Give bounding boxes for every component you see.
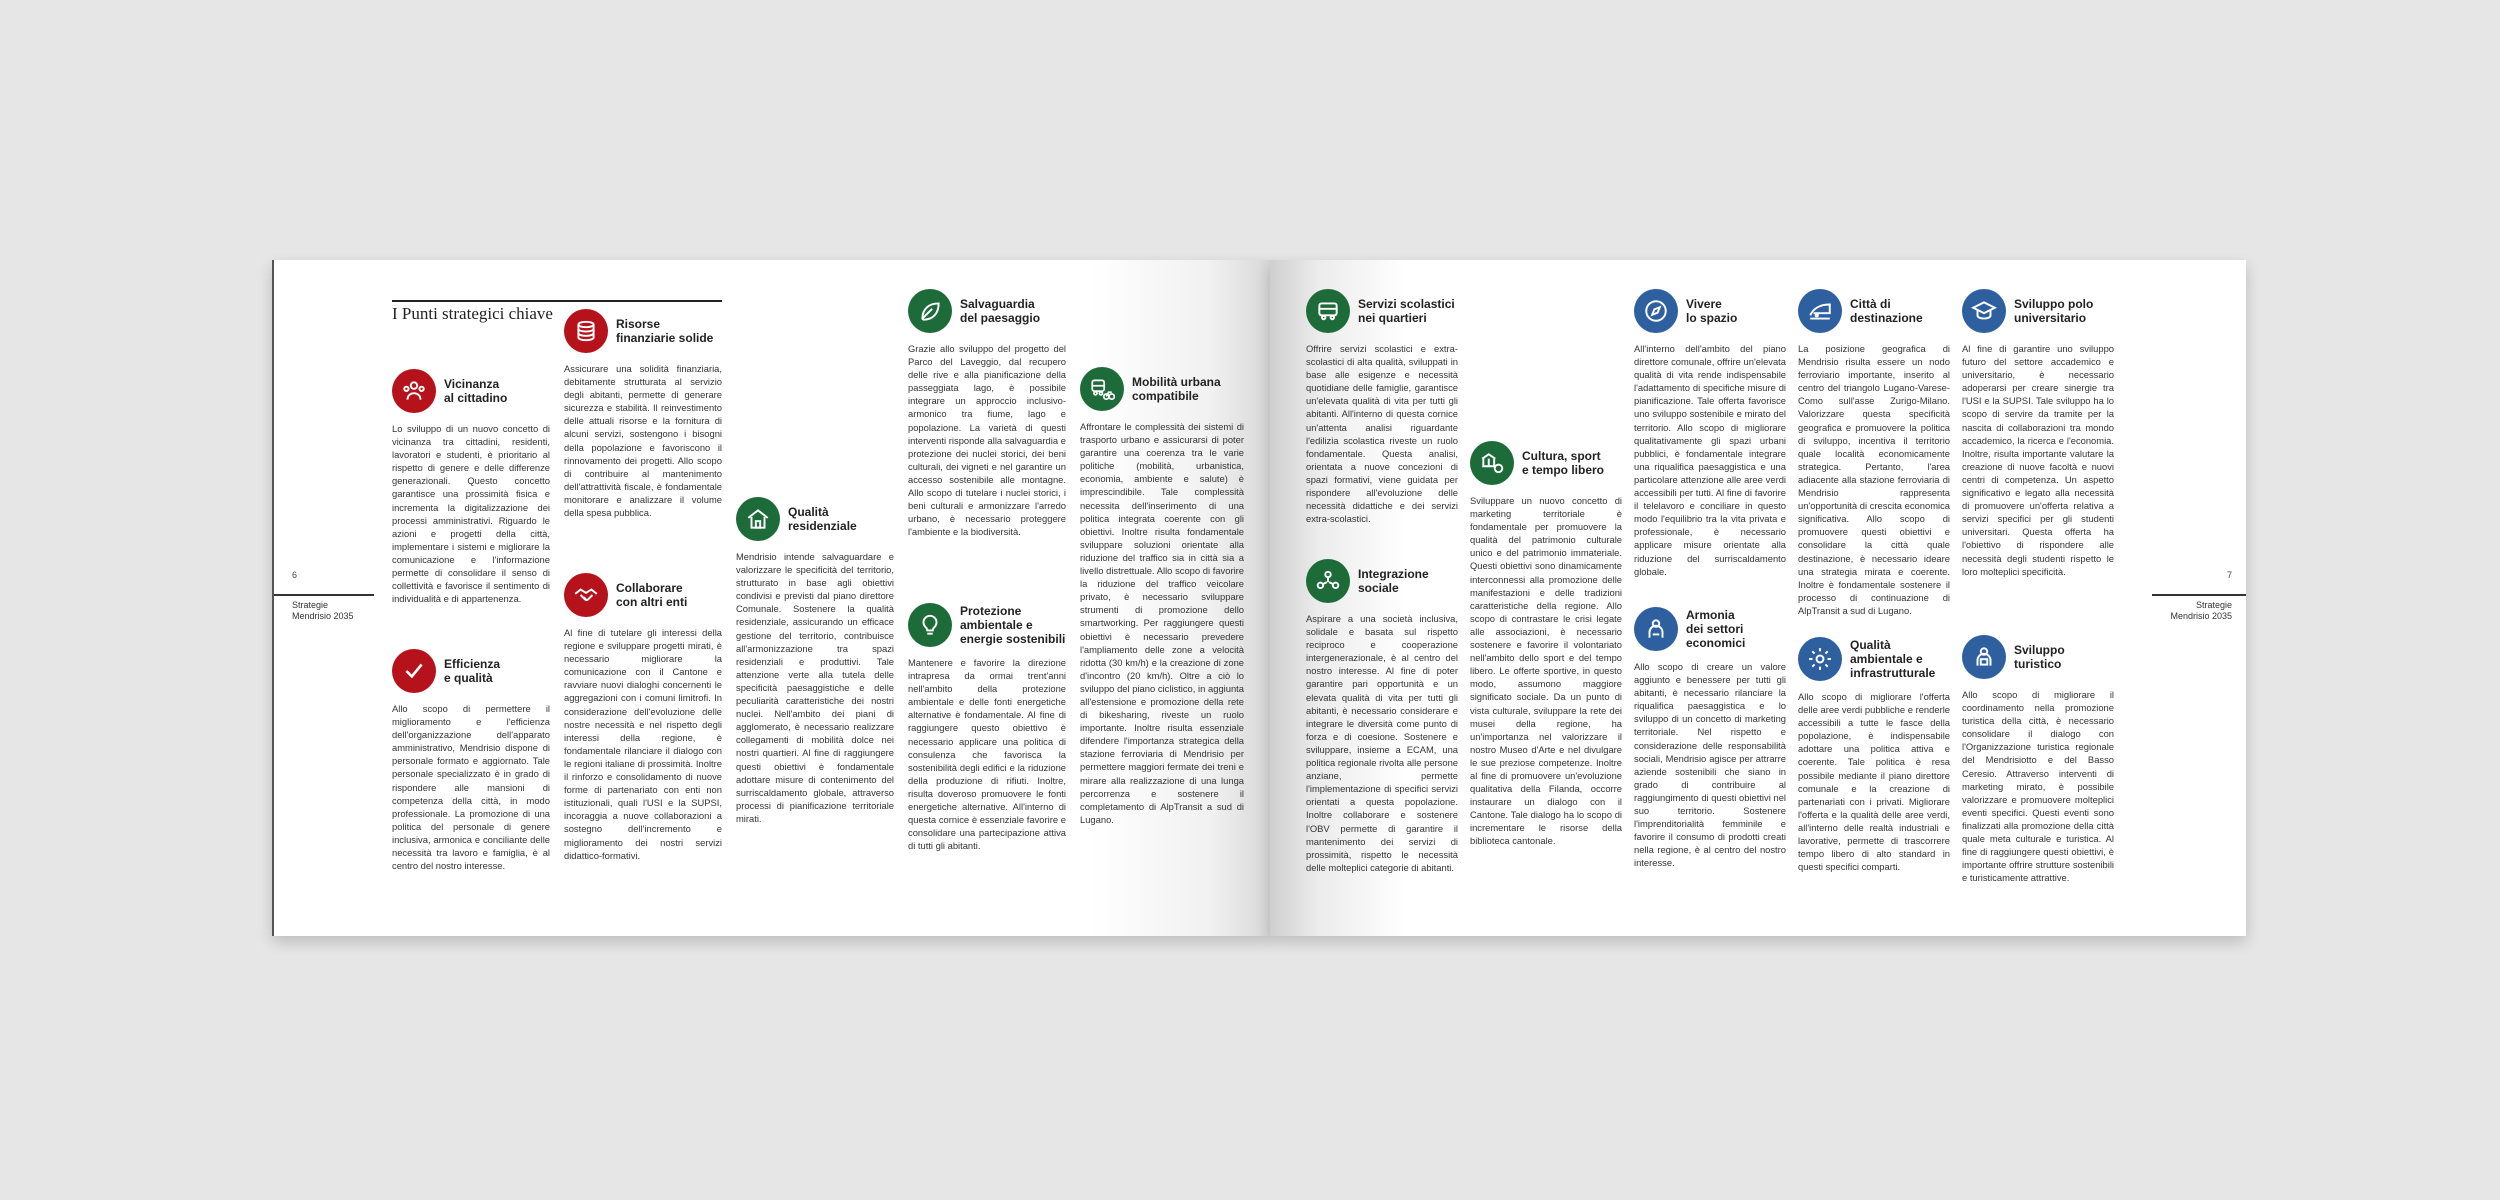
left-page — [272, 260, 1270, 936]
economy-icon — [1634, 607, 1678, 651]
section-cultura — [1470, 440, 1622, 904]
section-title: Collaborare con altri enti — [616, 581, 688, 609]
section-header — [1470, 440, 1622, 486]
section-header — [1962, 288, 2114, 334]
section-mobilita — [1080, 366, 1244, 896]
section-header — [1962, 634, 2114, 680]
section-collaborare — [564, 572, 722, 902]
section-protezione — [908, 602, 1066, 902]
section-text: Al fine di tutelare gli interessi della regione e sviluppare progetti mirati, è necessario migliorare la comunicazione con il Cantone e ravviare nuovi dialoghi concernenti le aggregazioni con i comuni limitrofi. In considerazione dell'evoluzione delle nostre necessità e nel rispetto degli interessi della regione, è fondamentale rilanciare il dialogo con le regioni italiane di prossimità. Inoltre il rinforzo e consolidamento di nuove forme di partenariato con enti non istituzionali, quali l'USI e la SUPSI, incoraggia a nuove collaborazioni a sostegno dell'incremento e miglioramento dei nostri servizi didattico-formativi. — [564, 627, 722, 861]
coins-icon — [564, 309, 608, 353]
section-efficienza — [392, 648, 550, 898]
right-page — [1270, 260, 2246, 936]
section-header — [1634, 288, 1786, 334]
section-text: Aspirare a una società inclusiva, solidale e basata sul rispetto reciproco e cooperazione intergenerazionale, è al centro del nostro interesse. Al fine di poter garantire pari opportunità e un elevata qualità di vita per tutti gli abitanti, è necessario considerare e integrare le diversità come punto di forza e di coesione. Sostenere e sviluppare, insieme a ECAM, una politica regionale rivolta alle persone anziane, permette l'implementazione di specifici servizi orientati a questa popolazione. Inoltre collaborare e sostenere l'OBV permette di garantire il mantenimento dei servizi di prossimità, rispetto le necessità delle molteplici categorie di abitanti. — [1306, 613, 1458, 873]
section-header — [392, 648, 550, 694]
section-polo-universitario — [1962, 288, 2114, 618]
section-title: Efficienza e qualità — [444, 657, 501, 685]
section-header — [908, 288, 1066, 334]
train-icon — [1798, 289, 1842, 333]
section-integrazione — [1306, 558, 1458, 904]
section-text: Allo scopo di migliorare il coordinamento nella promozione turistica della città, è necessario consolidare il dialogo con l'Organizzazione turistica regionale del Mendrisiotto e del Basso Ceresio. Attraverso interventi di marketing mirato, è possibile valorizzare e promuovere molteplici eventi specifici. Questi eventi sono finalizzati alla promozione della città quale meta culturale e turistica. Al fine di raggiungere questi obiettivi, è importante offrire strutture sostenibili e turisticamente attrattive. — [1962, 689, 2114, 884]
lightbulb-icon — [908, 603, 952, 647]
section-text: All'interno dell'ambito del piano direttore comunale, offrire un'elevata qualità di vita rende indispensabile l'adattamento di specifiche misure di pianificazione. Tale offerta favorisce uno sviluppo sostenibile e mirato del territorio. Allo scopo di migliorare qualitativamente gli spazi urbani pubblici, è fondamentale integrare una riqualifica paesaggistica e una particolare attenzione alle aree verdi accessibili per tutti. Al fine di favorire il telelavoro e conciliare in questo modo l'equilibrio tra la vita privata e professionale, è necessario applicare misure orientate alla riduzione del surriscaldamento globale. — [1634, 343, 1786, 577]
section-sviluppo-turistico — [1962, 634, 2114, 904]
section-salvaguardia — [908, 288, 1066, 566]
section-qualita-ambientale — [1798, 636, 1950, 904]
section-header — [1080, 366, 1244, 412]
section-text: Sviluppare un nuovo concetto di marketing territoriale è fondamentale per promuovere la qualità del patrimonio culturale unico e del patrimonio immateriale. Questi obiettivi sono dinamicamente interconnessi alla promozione delle manifestazioni e delle tradizioni caratteristiche della regione. Allo scopo di contrastare le crisi legate alle associazioni, è necessario sostenere e favorire il volontariato nell'ambito dello sport e del tempo libero. Le offerte sportive, in questo modo, assumono maggiore significato sociale. Da un punto di vista culturale, sviluppare la rete dei musei della regione, ha un'importanza nel valorizzare il nostro Museo d'Arte e nel divulgare le sue preziose competenze. Inoltre al fine di promuovere un'evoluzione qualitativa della Filanda, occorre instaurare un dialogo con il Cantone. Tale dialogo ha lo scopo di incrementare le risorse della biblioteca cantonale. — [1470, 495, 1622, 847]
section-text: Mantenere e favorire la direzione intrapresa da ormai trent'anni nell'ambito della protezione ambientale e delle fonti energetiche alternative è fondamentale. Al fine di raggiungere questo obiettivo è necessario applicare una politica di consulenza che favorisca la sostenibilità degli edifici e la riduzione della produzione di rifiuti. Inoltre, risulta doveroso promuovere le fonti energetiche alternative. All'interno di questa cornice è essenziale favorire e consolidare una partecipazione attiva di tutti gli abitanti. — [908, 657, 1066, 852]
section-title: Vivere lo spazio — [1686, 297, 1738, 325]
section-qualita-residenziale — [736, 496, 894, 902]
section-title: Integrazione sociale — [1358, 567, 1429, 595]
bus-bicycle-icon — [1080, 367, 1124, 411]
section-text: Grazie allo sviluppo del progetto del Parco del Laveggio, dal recupero delle rive e alla pianificazione della passeggiata lago, è possibile integrare un approccio inclusivo-armonico tra fiume, lago e popolazione. La varietà di questi interventi risponde alla salvaguardia e protezione dei nuclei storici, dei beni culturali, dei vigneti e nel garantire un accesso sostenibile alle montagne. Allo scopo di tutelare i nuclei storici, i beni culturali e armonizzare l'arredo urbano, è necessario proteggere l'ambiente e la biodiversità. — [908, 343, 1066, 538]
page-footer: Strategie Mendrisio 2035 — [2170, 600, 2232, 621]
section-vivere-spazio — [1634, 288, 1786, 594]
checkmark-icon — [392, 649, 436, 693]
section-title: Qualità residenziale — [788, 505, 857, 533]
section-text: Al fine di garantire uno sviluppo futuro del settore accademico e universitario, è necessario adoperarsi per creare sinergie tra l'USI e la SUPSI. Tale sviluppo ha lo scopo di servire da tramite per la nascita di collaborazioni tra mondo accademico, la ricerca e l'economia. Inoltre, risulta importante valutare la creazione di nuove facoltà e nuovi centri di competenza. Un aspetto significativo e legato alla necessità di promuovere un'offerta relativa a servizi specifici per gli studenti universitari. Questa offerta ha l'obiettivo di rispondere alle necessità degli studenti rispetto le loro molteplici specificità. — [1962, 343, 2114, 577]
section-title: Sviluppo polo universitario — [2014, 297, 2094, 325]
gear-icon — [1798, 637, 1842, 681]
section-text: La posizione geografica di Mendrisio risulta essere un nodo ferroviario importante, inserito al centro del triangolo Lugano-Varese-Como sull'asse Zurigo-Milano. Valorizzare questa specificità geografica e promuovere la politica di sviluppo, incentiva il territorio quale località economicamente strategica. Pertanto, l'area adiacente alla stazione ferroviaria di Mendrisio rappresenta un'opportunità di crescita economica significativa. Allo scopo di promuovere questi obiettivi e consolidare la città quale destinazione, è necessario ideare una strategia mirata e coerente. Inoltre è fondamentale sostenere il processo di continuazione di AlpTransit a sud di Lugano. — [1798, 343, 1950, 616]
school-bus-icon — [1306, 289, 1350, 333]
footer-rule — [2152, 594, 2246, 596]
section-title: Città di destinazione — [1850, 297, 1923, 325]
section-header — [736, 496, 894, 542]
section-text: Allo scopo di creare un valore aggiunto e benessere per tutti gli abitanti, è necessario rilanciare la riqualifica paesaggistica e lo sviluppo di un concetto di marketing territoriale. Nel rispetto e considerazione delle responsabilità sociali, Mendrisio agisce per attrarre aziende sostenibili che siano in grado di contribuire al raggiungimento di questi obiettivi nel suo territorio. Sostenere l'imprenditorialità femminile e favorire il consumo di prodotti creati nella regione, è al centro del nostro interesse. — [1634, 661, 1786, 869]
house-icon — [736, 497, 780, 541]
section-text: Mendrisio intende salvaguardare e valorizzare le specificità del territorio, strutturato in base agli obiettivi condivisi e previsti dal piano direttore Comunale. Sostenere la qualità residenziale, assicurando un efficace gestione del territorio, contribuisce all'armonizzazione tra spazi residenziali e produttivi. Tale attenzione verte alla tutela delle specificità paesaggistiche e delle peculiarità caratteristiche dei nostri nuclei. Nell'ambito dei piani di agglomerato, è necessario realizzare collegamenti di mobilità dolce nei nostri quartieri. Al fine di raggiungere questi obiettivi è fondamentale adottare misure di contenimento del surriscaldamento globale, attraverso processi di pianificazione territoriale mirati. — [736, 551, 894, 824]
section-text: Allo scopo di permettere il miglioramento e l'efficienza dell'organizzazione dell'apparato amministrativo, Mendrisio dispone di personale formato e aggiornato. Tale personale specializzato è in grado di rispondere alle mansioni di competenza della città, in modo professionale. La promozione di una politica del personale di genere inclusiva, armonica e conciliante delle necessità tra lavoro e famiglia, è al centro del nostro interesse. — [392, 703, 550, 872]
handshake-icon — [564, 573, 608, 617]
section-text: Allo scopo di migliorare l'offerta delle aree verdi pubbliche e renderle accessibili a tutte le fasce della popolazione, è indispensabile adottare una politica attiva e coerente. Tale politica è resa possibile mediante il piano direttore comunale e la creazione di partenariati con i privati. Migliorare l'offerta e la qualità delle aree verdi, all'interno delle realtà industriali e lavorative, permette di trascorrere tempo libero di alto standard in questi specifici comparti. — [1798, 691, 1950, 873]
section-title: Risorse finanziarie solide — [616, 317, 714, 345]
section-title: Qualità ambientale e infrastrutturale — [1850, 638, 1936, 680]
section-header — [908, 602, 1066, 648]
section-armonia-economici — [1634, 606, 1786, 904]
section-header — [1306, 558, 1458, 604]
people-icon — [392, 369, 436, 413]
section-text: Offrire servizi scolastici e extra-scolastici di alta qualità, sviluppati in base alle esigenze e necessità quotidiane delle famiglie, garantisce un'elevata qualità di vita per tutti gli abitanti. All'interno di questa cornice un'attenta analisi riguardante l'edilizia scolastica riveste un ruolo fondamentale. Questa analisi, orientata a nuove concezioni di spazi formativi, viene guidata per rispondere all'evoluzione delle necessità didattiche e dei servizi extra-scolastici. — [1306, 343, 1458, 525]
section-text: Lo sviluppo di un nuovo concetto di vicinanza tra cittadini, residenti, lavoratori e studenti, è prioritario al rispetto di genere e delle differenze generazionali. Questo concetto garantisce una prossimità fisica e incrementa la digitalizzazione dei processi amministrativi. Riguardo le azioni e progetti della città, implementare i sistemi e migliorare la comunicazione e l'informazione permette di consolidare il senso di collettività e favorisce il sentimento di individualità e di appartenenza. — [392, 423, 550, 605]
section-title: Salvaguardia del paesaggio — [960, 297, 1041, 325]
culture-sport-icon — [1470, 441, 1514, 485]
booklet-spread — [272, 260, 2246, 936]
section-header — [1634, 606, 1786, 652]
compass-icon — [1634, 289, 1678, 333]
section-risorse — [564, 308, 722, 538]
page-title: I Punti strategici chiave — [392, 300, 722, 322]
section-title: Mobilità urbana compatibile — [1132, 375, 1221, 403]
page-number: 7 — [2226, 570, 2232, 580]
section-vicinanza — [392, 368, 550, 632]
page-number: 6 — [292, 570, 298, 580]
section-header — [564, 572, 722, 618]
section-header — [1798, 636, 1950, 682]
leaf-icon — [908, 289, 952, 333]
section-header — [1798, 288, 1950, 334]
section-title: Protezione ambientale e energie sostenibili — [960, 604, 1066, 646]
section-title: Armonia dei settori economici — [1686, 608, 1746, 650]
section-servizi-scolastici — [1306, 288, 1458, 538]
section-title: Vicinanza al cittadino — [444, 377, 508, 405]
footer-rule — [274, 594, 374, 596]
section-title: Servizi scolastici nei quartieri — [1358, 297, 1455, 325]
section-header — [564, 308, 722, 354]
section-text: Affrontare le complessità dei sistemi di trasporto urbano e assicurarsi di poter garantire una coerenza tra le varie politiche (mobilità, urbanistica, economia, ambiente e salute) è imprescindibile. Tale complessità necessita dell'inserimento di una politica integrata coerente con gli obiettivi. Inoltre risulta fondamentale sviluppare soluzioni orientate alla riduzione del traffico sia in città sia a livello distrettuale. Allo scopo di favorire la riduzione del traffico veicolare privato, è necessario sviluppare strumenti di promozione dello smartworking. Per raggiungere questi obiettivi è necessario prevedere l'ampliamento delle zone a velocità ridotta (30 km/h) e la creazione di zone d'incontro (20 km/h). Oltre a ciò lo sviluppo del piano ciclistico, in aggiunta all'estensione e promozione della rete di bikesharing, riveste un ruolo importante. Inoltre risulta essenziale difendere l'importanza strategica della stazione ferroviaria di Mendrisio per permettere maggiori fermate dei treni e mirare alla realizzazione di una lunga percorrenza e sostenere il completamento di AlpTransit a sud di Lugano. — [1080, 421, 1244, 825]
community-icon — [1306, 559, 1350, 603]
section-title: Cultura, sport e tempo libero — [1522, 449, 1605, 477]
page-footer: Strategie Mendrisio 2035 — [292, 600, 354, 621]
section-header — [1306, 288, 1458, 334]
section-text: Assicurare una solidità finanziaria, debitamente strutturata al servizio degli abitanti, permette di generare sicurezza e stabilità. Il reinvestimento delle attuali risorse e la fornitura di alcuni servizi, sostengono i bisogni della popolazione e favoriscono il rinnovamento dei progetti. Allo scopo di contribuire al mantenimento dell'attrattività fiscale, è fondamentale monitorare e analizzare il volume della spesa pubblica. — [564, 363, 722, 519]
section-header — [392, 368, 550, 414]
section-title: Sviluppo turistico — [2014, 643, 2065, 671]
tourist-icon — [1962, 635, 2006, 679]
graduate-icon — [1962, 289, 2006, 333]
section-citta-destinazione — [1798, 288, 1950, 620]
